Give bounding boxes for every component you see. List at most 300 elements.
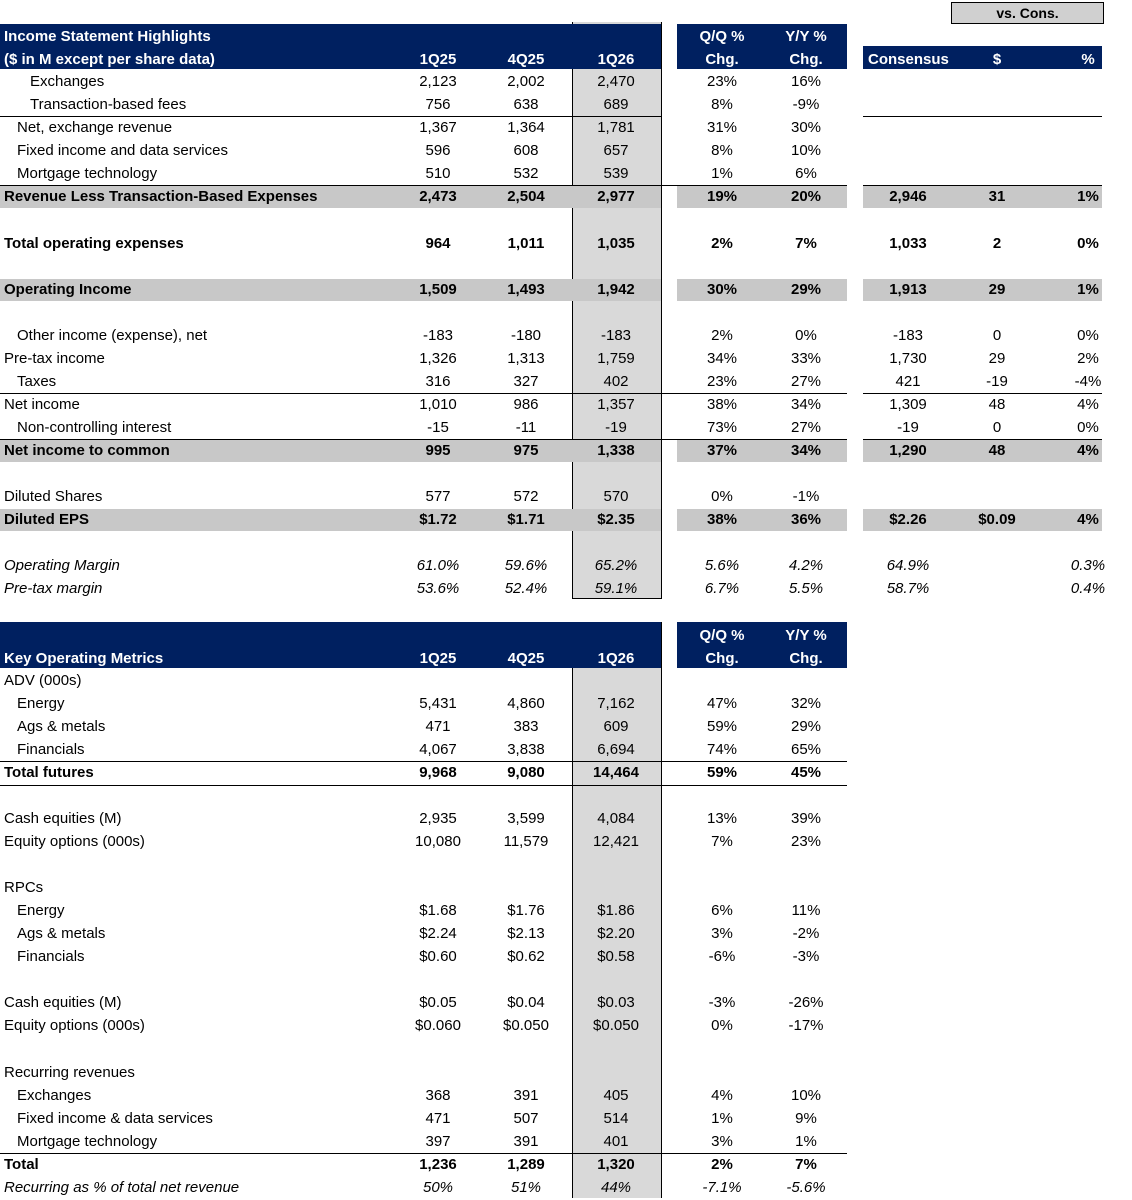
row-label: Operating Margin bbox=[4, 557, 120, 574]
table-row bbox=[0, 1014, 1132, 1037]
table-row bbox=[0, 93, 1132, 116]
cell-b: 391 bbox=[513, 1133, 539, 1150]
cell-a: 316 bbox=[425, 373, 451, 390]
metrics-col-header-yy-top: Y/Y % bbox=[785, 627, 827, 644]
row-label: Ags & metals bbox=[17, 718, 106, 735]
cell-d bbox=[957, 93, 1037, 116]
cell-yy: -26% bbox=[788, 994, 824, 1011]
cell-a: 368 bbox=[425, 1087, 451, 1104]
row-label: Cash equities (M) bbox=[4, 994, 122, 1011]
cell-a bbox=[398, 1061, 478, 1084]
cell-c bbox=[576, 1061, 656, 1084]
cell-p bbox=[1048, 70, 1128, 93]
cell-yy: 7% bbox=[795, 235, 817, 252]
cell-d: 0 bbox=[992, 419, 1002, 436]
cell-yy: -9% bbox=[792, 96, 820, 113]
cell-yy: -3% bbox=[792, 948, 820, 965]
cell-qq: 0% bbox=[711, 1017, 733, 1034]
cell-yy bbox=[766, 669, 846, 692]
cell-d: 29 bbox=[988, 350, 1006, 367]
cell-p bbox=[1048, 485, 1128, 508]
cell-a: 4,067 bbox=[419, 741, 457, 758]
cell-qq: 23% bbox=[706, 73, 738, 90]
cell-c: $1.86 bbox=[597, 902, 635, 919]
cell-yy: 16% bbox=[790, 73, 822, 90]
table-row bbox=[0, 416, 1132, 439]
table-row bbox=[0, 116, 1132, 139]
cell-b bbox=[486, 669, 566, 692]
cell-p: 4% bbox=[1077, 511, 1099, 528]
table-row bbox=[0, 70, 1132, 93]
row-label: RPCs bbox=[4, 879, 44, 896]
cell-b: 383 bbox=[513, 718, 539, 735]
row-divider bbox=[863, 393, 1102, 394]
cell-yy: 0% bbox=[795, 327, 817, 344]
cell-c: 2,470 bbox=[597, 73, 635, 90]
cell-qq: 7% bbox=[711, 833, 733, 850]
cell-b: 391 bbox=[513, 1087, 539, 1104]
cell-d: 0 bbox=[992, 327, 1002, 344]
cell-p bbox=[1048, 116, 1128, 139]
cell-yy: 10% bbox=[790, 142, 822, 159]
metrics-col-header-yy-bottom: Chg. bbox=[789, 650, 823, 667]
cell-cons bbox=[868, 139, 948, 162]
cell-a: 2,473 bbox=[419, 188, 457, 205]
cell-cons: -19 bbox=[897, 419, 919, 436]
table-row bbox=[0, 162, 1132, 185]
cell-c: 2,977 bbox=[597, 188, 635, 205]
cell-a: $1.72 bbox=[419, 511, 457, 528]
cell-c: -19 bbox=[605, 419, 627, 436]
cell-cons: 1,913 bbox=[889, 281, 927, 298]
cell-b: 986 bbox=[513, 396, 539, 413]
cell-a: 577 bbox=[425, 488, 451, 505]
cell-p: 2% bbox=[1077, 350, 1099, 367]
cell-b: -180 bbox=[510, 327, 542, 344]
cell-a: -15 bbox=[427, 419, 449, 436]
table-row bbox=[0, 807, 1132, 830]
cell-c: 402 bbox=[603, 373, 629, 390]
cell-d: 2 bbox=[992, 235, 1002, 252]
cell-p: -4% bbox=[1074, 373, 1102, 390]
cell-cons bbox=[868, 93, 948, 116]
cell-b: 51% bbox=[510, 1179, 542, 1196]
table-row bbox=[0, 1107, 1132, 1130]
cell-a: $1.68 bbox=[419, 902, 457, 919]
income-subtitle: ($ in M except per share data) bbox=[4, 51, 215, 68]
cell-b: $0.04 bbox=[507, 994, 545, 1011]
cell-d bbox=[957, 485, 1037, 508]
cell-c: $0.050 bbox=[593, 1017, 639, 1034]
cell-qq: 3% bbox=[711, 925, 733, 942]
cell-a: 1,367 bbox=[419, 119, 457, 136]
cell-c: 1,781 bbox=[597, 119, 635, 136]
cell-yy: 27% bbox=[790, 373, 822, 390]
cell-c: 570 bbox=[603, 488, 629, 505]
cell-yy: -1% bbox=[792, 488, 820, 505]
cell-b bbox=[486, 1061, 566, 1084]
cell-d bbox=[957, 139, 1037, 162]
table-row bbox=[0, 1061, 1132, 1084]
cell-c: 14,464 bbox=[593, 764, 639, 781]
table-row bbox=[0, 439, 1132, 462]
cell-yy: -17% bbox=[788, 1017, 824, 1034]
cell-qq: 37% bbox=[706, 442, 738, 459]
cell-qq: 5.6% bbox=[704, 557, 740, 574]
table-row bbox=[0, 232, 1132, 255]
cell-a: 10,080 bbox=[415, 833, 461, 850]
row-label: Pre-tax margin bbox=[4, 580, 103, 597]
cell-c: 1,035 bbox=[597, 235, 635, 252]
cell-b: -11 bbox=[515, 419, 537, 436]
cell-yy: 32% bbox=[790, 695, 822, 712]
cell-qq: 47% bbox=[706, 695, 738, 712]
cell-b: 327 bbox=[513, 373, 539, 390]
cell-p bbox=[1048, 162, 1128, 185]
cell-a: 471 bbox=[425, 1110, 451, 1127]
row-label: Financials bbox=[17, 948, 85, 965]
metrics-title: Key Operating Metrics bbox=[4, 650, 164, 667]
col-header-1q26: 1Q26 bbox=[597, 51, 635, 68]
table-row bbox=[0, 945, 1132, 968]
row-divider bbox=[0, 393, 847, 394]
cell-c: 65.2% bbox=[594, 557, 638, 574]
row-label: Non-controlling interest bbox=[17, 419, 172, 436]
income-title: Income Statement Highlights bbox=[4, 28, 211, 45]
cell-p: 0% bbox=[1077, 419, 1099, 436]
row-label: Total operating expenses bbox=[4, 235, 184, 252]
cell-yy: 10% bbox=[790, 1087, 822, 1104]
col-header-dollar: $ bbox=[992, 51, 1002, 68]
col-header-1q25: 1Q25 bbox=[419, 51, 457, 68]
cell-yy: 20% bbox=[790, 188, 822, 205]
vs-cons-header bbox=[951, 2, 1104, 24]
cell-a: -183 bbox=[422, 327, 454, 344]
row-label: Mortgage technology bbox=[17, 1133, 158, 1150]
cell-qq: 19% bbox=[706, 188, 738, 205]
col-header-yy-bottom: Chg. bbox=[789, 51, 823, 68]
cell-cons: 58.7% bbox=[886, 580, 930, 597]
row-label: Taxes bbox=[17, 373, 57, 390]
cell-b: 1,364 bbox=[507, 119, 545, 136]
cell-cons: 1,309 bbox=[889, 396, 927, 413]
row-label: Total futures bbox=[4, 764, 94, 781]
cell-yy: 45% bbox=[790, 764, 822, 781]
table-row bbox=[0, 347, 1132, 370]
cell-b: $2.13 bbox=[507, 925, 545, 942]
cell-p: 0% bbox=[1077, 235, 1099, 252]
cell-b: 9,080 bbox=[507, 764, 545, 781]
cell-a: 1,326 bbox=[419, 350, 457, 367]
row-label: Transaction-based fees bbox=[30, 96, 187, 113]
cell-yy bbox=[766, 1061, 846, 1084]
cell-a: 1,509 bbox=[419, 281, 457, 298]
row-divider bbox=[0, 1153, 847, 1154]
row-divider bbox=[0, 116, 661, 117]
cell-qq: 2% bbox=[711, 327, 733, 344]
cell-qq: 74% bbox=[706, 741, 738, 758]
cell-cons: 2,946 bbox=[889, 188, 927, 205]
cell-a: 2,123 bbox=[419, 73, 457, 90]
cell-b: 975 bbox=[513, 442, 539, 459]
cell-yy: 39% bbox=[790, 810, 822, 827]
table-row bbox=[0, 370, 1132, 393]
row-label: Exchanges bbox=[17, 1087, 92, 1104]
cell-c bbox=[576, 876, 656, 899]
cell-qq: 30% bbox=[706, 281, 738, 298]
cell-cons: 1,290 bbox=[889, 442, 927, 459]
metrics-col-header-1q26: 1Q26 bbox=[597, 650, 635, 667]
cell-cons: 1,033 bbox=[889, 235, 927, 252]
cell-c: 1,338 bbox=[597, 442, 635, 459]
cell-qq: 2% bbox=[711, 1156, 733, 1173]
row-label: Other income (expense), net bbox=[17, 327, 208, 344]
cell-b: 4,860 bbox=[507, 695, 545, 712]
cell-c: 609 bbox=[603, 718, 629, 735]
table-row bbox=[0, 185, 1132, 208]
cell-qq: -6% bbox=[708, 948, 736, 965]
row-label: Equity options (000s) bbox=[4, 833, 145, 850]
row-label: Total bbox=[4, 1156, 39, 1173]
cell-b: 572 bbox=[513, 488, 539, 505]
cell-b: 2,504 bbox=[507, 188, 545, 205]
table-row bbox=[0, 278, 1132, 301]
cell-yy bbox=[766, 876, 846, 899]
cell-yy: 30% bbox=[790, 119, 822, 136]
cell-a: $0.05 bbox=[419, 994, 457, 1011]
cell-qq: 59% bbox=[706, 764, 738, 781]
cell-a: 5,431 bbox=[419, 695, 457, 712]
col-header-consensus: Consensus bbox=[868, 51, 949, 68]
table-row bbox=[0, 899, 1132, 922]
cell-d bbox=[957, 116, 1037, 139]
cell-c: 44% bbox=[600, 1179, 632, 1196]
cell-p: 0.4% bbox=[1070, 580, 1106, 597]
cell-b: 2,002 bbox=[507, 73, 545, 90]
cell-b: 3,838 bbox=[507, 741, 545, 758]
cell-b: 1,011 bbox=[507, 235, 545, 252]
row-label: Financials bbox=[17, 741, 85, 758]
cell-d: 48 bbox=[988, 396, 1006, 413]
cell-qq: 38% bbox=[706, 396, 738, 413]
cell-qq: -7.1% bbox=[702, 1179, 742, 1196]
cell-c: 1,357 bbox=[597, 396, 635, 413]
row-label: Recurring as % of total net revenue bbox=[4, 1179, 240, 1196]
cell-qq: 8% bbox=[711, 142, 733, 159]
row-label: Fixed income & data services bbox=[17, 1110, 213, 1127]
cell-yy: 29% bbox=[790, 718, 822, 735]
cell-c: 1,942 bbox=[597, 281, 635, 298]
cell-qq: 31% bbox=[706, 119, 738, 136]
row-label: Exchanges bbox=[30, 73, 105, 90]
cell-qq: 1% bbox=[711, 165, 733, 182]
table-row bbox=[0, 738, 1132, 761]
cell-c: 1,320 bbox=[597, 1156, 635, 1173]
cell-p: 1% bbox=[1077, 281, 1099, 298]
row-divider bbox=[0, 439, 847, 440]
cell-yy: 29% bbox=[790, 281, 822, 298]
col-header-qq-top: Q/Q % bbox=[699, 28, 745, 45]
cell-qq: 59% bbox=[706, 718, 738, 735]
row-label: Ags & metals bbox=[17, 925, 106, 942]
cell-yy: 34% bbox=[790, 442, 822, 459]
cell-cons bbox=[868, 70, 948, 93]
cell-yy: 4.2% bbox=[788, 557, 824, 574]
cell-d: $0.09 bbox=[978, 511, 1016, 528]
cell-c: 1,759 bbox=[597, 350, 635, 367]
cell-qq: 1% bbox=[711, 1110, 733, 1127]
cell-c: $0.03 bbox=[597, 994, 635, 1011]
row-divider bbox=[863, 439, 1102, 440]
cell-yy: 7% bbox=[795, 1156, 817, 1173]
cell-b: 59.6% bbox=[504, 557, 548, 574]
cell-b: 638 bbox=[513, 96, 539, 113]
cell-d: 31 bbox=[988, 188, 1006, 205]
cell-b: 1,289 bbox=[507, 1156, 545, 1173]
table-row bbox=[0, 1130, 1132, 1153]
cell-qq: 6.7% bbox=[704, 580, 740, 597]
row-label: Net, exchange revenue bbox=[17, 119, 173, 136]
cell-qq: 73% bbox=[706, 419, 738, 436]
cell-yy: -2% bbox=[792, 925, 820, 942]
table-row bbox=[0, 554, 1132, 577]
cell-b: $0.62 bbox=[507, 948, 545, 965]
row-divider bbox=[0, 761, 847, 762]
cell-b: 1,313 bbox=[507, 350, 545, 367]
cell-d: 48 bbox=[988, 442, 1006, 459]
cell-a: 471 bbox=[425, 718, 451, 735]
cell-qq: 23% bbox=[706, 373, 738, 390]
col-header-qq-bottom: Chg. bbox=[705, 51, 739, 68]
cell-qq: 0% bbox=[711, 488, 733, 505]
row-label: Net income bbox=[4, 396, 80, 413]
cell-a: 596 bbox=[425, 142, 451, 159]
cell-yy: 1% bbox=[795, 1133, 817, 1150]
cell-a: 995 bbox=[425, 442, 451, 459]
cell-d bbox=[957, 577, 1037, 600]
cell-yy: 27% bbox=[790, 419, 822, 436]
cell-b: 1,493 bbox=[507, 281, 545, 298]
cell-c: 657 bbox=[603, 142, 629, 159]
col-header-percent: % bbox=[1081, 51, 1095, 68]
vs-cons-label: vs. Cons. bbox=[996, 5, 1059, 21]
table-row bbox=[0, 324, 1132, 347]
cell-yy: 34% bbox=[790, 396, 822, 413]
row-label: Energy bbox=[17, 902, 65, 919]
cell-d bbox=[957, 554, 1037, 577]
cell-a: 1,010 bbox=[419, 396, 457, 413]
cell-d bbox=[957, 162, 1037, 185]
cell-cons: $2.26 bbox=[889, 511, 927, 528]
row-label: Diluted Shares bbox=[4, 488, 103, 505]
cell-cons bbox=[868, 485, 948, 508]
cell-qq: 2% bbox=[711, 235, 733, 252]
cell-c: 6,694 bbox=[597, 741, 635, 758]
cell-c bbox=[576, 669, 656, 692]
cell-a: 2,935 bbox=[419, 810, 457, 827]
cell-c: 514 bbox=[603, 1110, 629, 1127]
col-header-4q25: 4Q25 bbox=[507, 51, 545, 68]
cell-qq: 8% bbox=[711, 96, 733, 113]
cell-yy: 23% bbox=[790, 833, 822, 850]
cell-qq bbox=[682, 1061, 762, 1084]
cell-qq: 38% bbox=[706, 511, 738, 528]
cell-p bbox=[1048, 93, 1128, 116]
cell-p: 1% bbox=[1077, 188, 1099, 205]
cell-p: 0.3% bbox=[1070, 557, 1106, 574]
cell-c: 12,421 bbox=[593, 833, 639, 850]
cell-cons: 421 bbox=[895, 373, 921, 390]
table-row bbox=[0, 1084, 1132, 1107]
cell-p: 0% bbox=[1077, 327, 1099, 344]
cell-a: 1,236 bbox=[419, 1156, 457, 1173]
cell-cons: -183 bbox=[892, 327, 924, 344]
cell-a: 756 bbox=[425, 96, 451, 113]
table-row bbox=[0, 830, 1132, 853]
row-divider bbox=[0, 185, 847, 186]
cell-c: 689 bbox=[603, 96, 629, 113]
cell-yy: 65% bbox=[790, 741, 822, 758]
cell-qq: 4% bbox=[711, 1087, 733, 1104]
cell-b: 3,599 bbox=[507, 810, 545, 827]
row-label: Revenue Less Transaction-Based Expenses bbox=[4, 188, 318, 205]
table-row bbox=[0, 991, 1132, 1014]
cell-d: 29 bbox=[988, 281, 1006, 298]
cell-c: $0.58 bbox=[597, 948, 635, 965]
cell-qq bbox=[682, 669, 762, 692]
table-row bbox=[0, 485, 1132, 508]
table-row bbox=[0, 876, 1132, 899]
cell-b: 52.4% bbox=[504, 580, 548, 597]
cell-yy: 36% bbox=[790, 511, 822, 528]
cell-b: 11,579 bbox=[503, 833, 549, 850]
row-label: Diluted EPS bbox=[4, 511, 90, 528]
row-label: ADV (000s) bbox=[4, 672, 82, 689]
cell-a: 964 bbox=[425, 235, 451, 252]
table-row bbox=[0, 1176, 1132, 1199]
cell-cons bbox=[868, 162, 948, 185]
cell-cons bbox=[868, 116, 948, 139]
cell-a: 50% bbox=[422, 1179, 454, 1196]
cell-p: 4% bbox=[1077, 396, 1099, 413]
cell-yy: 5.5% bbox=[788, 580, 824, 597]
cell-qq: 34% bbox=[706, 350, 738, 367]
table-row bbox=[0, 692, 1132, 715]
cell-qq: -3% bbox=[708, 994, 736, 1011]
row-label: Fixed income and data services bbox=[17, 142, 228, 159]
cell-a: $2.24 bbox=[419, 925, 457, 942]
table-row bbox=[0, 715, 1132, 738]
table-row bbox=[0, 393, 1132, 416]
table-row bbox=[0, 1153, 1132, 1176]
cell-b: 608 bbox=[513, 142, 539, 159]
cell-c: -183 bbox=[600, 327, 632, 344]
metrics-col-header-4q25: 4Q25 bbox=[507, 650, 545, 667]
cell-qq: 13% bbox=[706, 810, 738, 827]
cell-yy: 9% bbox=[795, 1110, 817, 1127]
cell-c: 4,084 bbox=[597, 810, 635, 827]
cell-p bbox=[1048, 139, 1128, 162]
row-divider bbox=[0, 785, 847, 786]
cell-a: 53.6% bbox=[416, 580, 460, 597]
cell-d: -19 bbox=[986, 373, 1008, 390]
cell-cons: 1,730 bbox=[889, 350, 927, 367]
cell-b: $0.050 bbox=[503, 1017, 549, 1034]
row-divider bbox=[863, 116, 1102, 117]
cell-b: 507 bbox=[513, 1110, 539, 1127]
table-row bbox=[0, 139, 1132, 162]
row-label: Energy bbox=[17, 695, 65, 712]
